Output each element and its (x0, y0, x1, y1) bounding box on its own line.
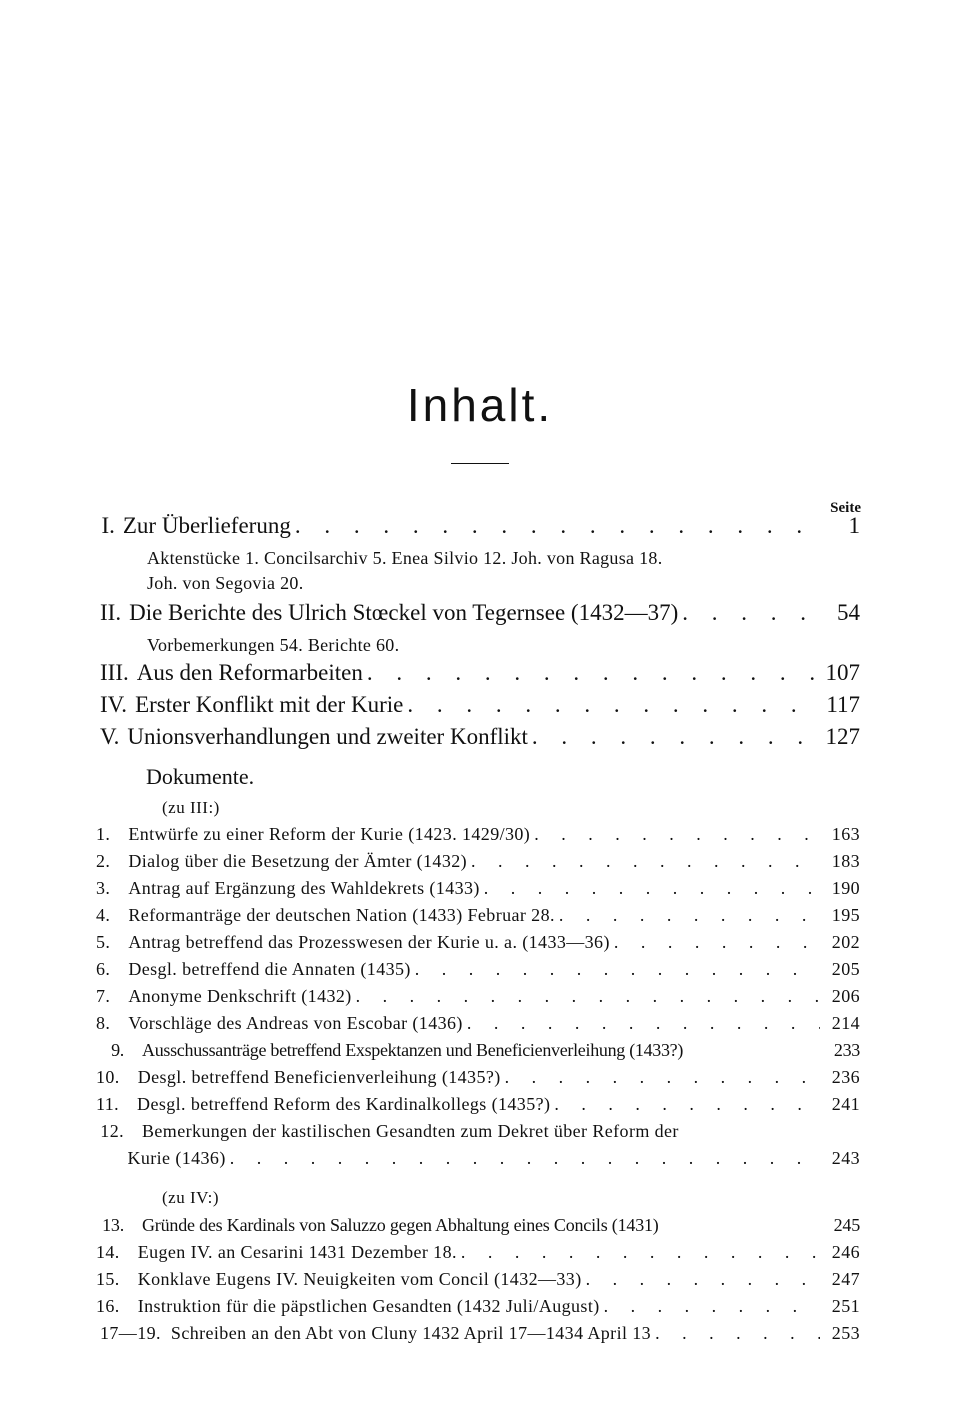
entry-title: Desgl. betreffend die Annaten (1435) (128, 959, 411, 979)
document-entry (96, 851, 860, 872)
dot-leader (610, 932, 820, 953)
entry-page: 247 (831, 1269, 860, 1289)
entry-page: 214 (831, 1013, 860, 1033)
entry-page: 163 (831, 824, 860, 844)
entry-title: Anonyme Denkschrift (1432) (128, 986, 352, 1006)
page-column-label: Seite (830, 500, 861, 516)
dot-leader (352, 986, 820, 1007)
entry-number: 8. (96, 1013, 111, 1033)
title-divider (451, 463, 509, 464)
entry-subline: Joh. von Segovia 20. (147, 573, 304, 593)
document-entry (96, 1242, 860, 1263)
entry-title: Dialog über die Besetzung der Ämter (1432) (128, 851, 468, 871)
entry-number: II. (100, 600, 122, 625)
toc-entry (100, 724, 860, 750)
entry-page: 202 (831, 932, 860, 952)
entry-title: Konklave Eugens IV. Neuigkeiten vom Concil (1432—33) (137, 1269, 582, 1289)
entry-page: 190 (831, 878, 860, 898)
entry-number: 3. (96, 878, 111, 898)
entry-number: V. (100, 724, 120, 749)
document-entry (96, 824, 860, 845)
toc-entry (100, 692, 860, 718)
group-label: (zu III:) (162, 798, 220, 817)
dot-leader (582, 1269, 820, 1290)
entry-page: 251 (831, 1296, 860, 1316)
entry-page: 183 (831, 851, 860, 871)
document-entry (96, 1269, 860, 1290)
dot-leader (600, 1296, 820, 1317)
page-title: Inhalt. (406, 379, 554, 431)
entry-number: 17—19. (100, 1323, 161, 1343)
entry-page: 236 (831, 1067, 860, 1087)
document-entry-continuation (96, 1148, 860, 1169)
entry-number: 9. (111, 1040, 124, 1060)
dot-leader (528, 724, 820, 750)
document-entry (96, 1040, 860, 1061)
entry-title: Erster Konflikt mit der Kurie (135, 692, 404, 717)
document-entry (96, 986, 860, 1007)
entry-title: Kurie (1436) (127, 1148, 226, 1168)
entry-number: 14. (96, 1242, 120, 1262)
entry-page: 243 (831, 1148, 860, 1168)
document-entry (96, 905, 860, 926)
toc-entry (100, 600, 860, 626)
document-entry (96, 1296, 860, 1317)
entry-number: 5. (96, 932, 111, 952)
entry-number: IV. (100, 692, 128, 717)
dot-leader (463, 1013, 820, 1034)
entry-number: 10. (96, 1067, 120, 1087)
documents-heading: Dokumente. (146, 764, 255, 789)
document-entry (96, 932, 860, 953)
document-entry (96, 1067, 860, 1088)
entry-title: Schreiben an den Abt von Cluny 1432 April 17—1434 April 13 (170, 1323, 652, 1343)
group-label: (zu IV:) (162, 1188, 220, 1207)
dot-leader (291, 513, 820, 539)
entry-number: 12. (100, 1121, 124, 1141)
dot-leader (530, 824, 820, 845)
entry-page: 206 (831, 986, 860, 1006)
toc-entry (100, 660, 860, 686)
dot-leader (480, 878, 820, 899)
entry-page: 246 (831, 1242, 860, 1262)
entry-page: 117 (826, 692, 860, 717)
entry-title: Reformanträge der deutschen Nation (1433) Februar 28. (128, 905, 555, 925)
document-entry (96, 878, 860, 899)
dot-leader (467, 851, 820, 872)
document-entry (96, 1013, 860, 1034)
entry-page: 233 (833, 1040, 860, 1060)
entry-title: Desgl. betreffend Beneficienverleihung (1435?) (137, 1067, 501, 1087)
entry-title: Unionsverhandlungen und zweiter Konflikt (127, 724, 528, 749)
dot-leader (678, 600, 820, 626)
entry-number: 6. (96, 959, 111, 979)
dot-leader (555, 905, 820, 926)
entry-title: Antrag betreffend das Prozesswesen der Kurie u. a. (1433—36) (128, 932, 610, 952)
dot-leader (501, 1067, 820, 1088)
entry-title: Eugen IV. an Cesarini 1431 Dezember 18. (137, 1242, 457, 1262)
entry-number: 7. (96, 986, 111, 1006)
entry-page: 54 (837, 600, 860, 625)
entry-page: 205 (831, 959, 860, 979)
entry-title: Instruktion für die päpstlichen Gesandten (1432 Juli/August) (137, 1296, 600, 1316)
entry-title: Ausschussanträge betreffend Exspektanzen und Beneficienverleihung (1433?) (142, 1040, 684, 1060)
entry-page: 245 (833, 1215, 860, 1235)
entry-number: 15. (96, 1269, 120, 1289)
entry-page: 127 (825, 724, 860, 749)
entry-page: 107 (825, 660, 860, 685)
dot-leader (651, 1323, 820, 1344)
dot-leader (403, 692, 820, 718)
entry-subline: Vorbemerkungen 54. Berichte 60. (147, 635, 400, 655)
entry-page: 241 (831, 1094, 860, 1114)
document-entry (100, 1323, 860, 1344)
entry-number: I. (101, 513, 115, 538)
entry-number: 13. (102, 1215, 124, 1235)
entry-page: 253 (831, 1323, 860, 1343)
entry-title: Entwürfe zu einer Reform der Kurie (1423. 1429/30) (128, 824, 531, 844)
entry-title: Gründe des Kardinals von Saluzzo gegen Abhaltung eines Concils (1431) (142, 1215, 659, 1235)
document-entry (96, 1215, 860, 1236)
entry-number: 4. (96, 905, 111, 925)
entry-page: 1 (848, 513, 860, 538)
entry-title: Bemerkungen der kastilischen Gesandten zum Dekret über Reform der (142, 1121, 679, 1141)
entry-number: 1. (96, 824, 111, 844)
toc-entry (100, 513, 860, 539)
entry-title: Desgl. betreffend Reform des Kardinalkollegs (1435?) (137, 1094, 551, 1114)
document-entry (96, 959, 860, 980)
entry-title: Zur Überlieferung (122, 513, 291, 538)
dot-leader (457, 1242, 820, 1263)
dot-leader (411, 959, 820, 980)
entry-number: 11. (96, 1094, 120, 1114)
entry-page: 195 (831, 905, 860, 925)
dot-leader (226, 1148, 820, 1169)
dot-leader (550, 1094, 820, 1115)
entry-subline: Aktenstücke 1. Concilsarchiv 5. Enea Silvio 12. Joh. von Ragusa 18. (147, 548, 663, 568)
entry-number: 16. (96, 1296, 120, 1316)
dot-leader (363, 660, 820, 686)
entry-title: Die Berichte des Ulrich Stœckel von Tegernsee (1432—37) (129, 600, 679, 625)
entry-title: Aus den Reformarbeiten (136, 660, 363, 685)
document-entry (96, 1094, 860, 1115)
entry-number: 2. (96, 851, 111, 871)
entry-title: Vorschläge des Andreas von Escobar (1436) (128, 1013, 463, 1033)
entry-title: Antrag auf Ergänzung des Wahldekrets (1433) (128, 878, 480, 898)
entry-number: III. (100, 660, 129, 685)
document-entry (96, 1121, 860, 1142)
